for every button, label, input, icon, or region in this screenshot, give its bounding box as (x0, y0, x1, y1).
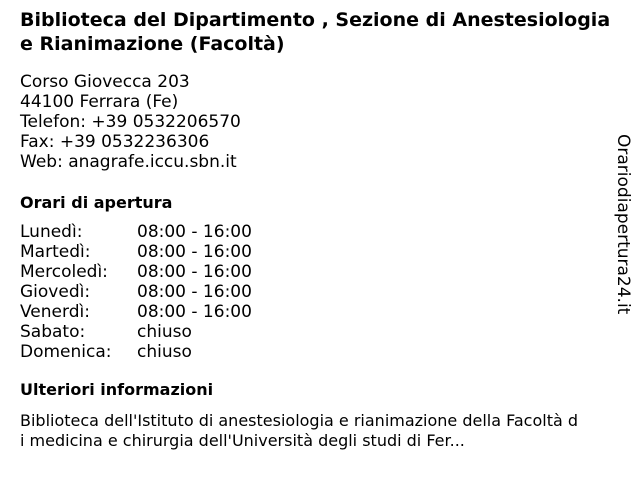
day-label: Martedì: (20, 242, 91, 262)
day-label: Giovedì: (20, 282, 91, 302)
hours-row-wednesday (20, 262, 618, 282)
day-label: Lunedì: (20, 222, 83, 242)
site-watermark: Orariodiapertura24.it (613, 134, 633, 315)
day-label: Domenica: (20, 342, 112, 362)
opening-hours-heading: Orari di apertura (20, 193, 173, 212)
hours-row-thursday (20, 282, 618, 302)
day-hours: 08:00 - 16:00 (137, 242, 252, 262)
day-label: Mercoledì: (20, 262, 108, 282)
hours-row-sunday (20, 342, 618, 362)
city-address: 44100 Ferrara (Fe) (20, 92, 179, 112)
library-detail (20, 8, 618, 451)
street-address: Corso Giovecca 203 (20, 72, 190, 92)
day-label: Venerdì: (20, 302, 90, 322)
address-block (20, 72, 618, 172)
hours-row-monday (20, 222, 618, 242)
hours-row-saturday (20, 322, 618, 342)
more-info-heading: Ulteriori informazioni (20, 380, 214, 399)
day-hours: 08:00 - 16:00 (137, 262, 252, 282)
day-hours: 08:00 - 16:00 (137, 302, 252, 322)
more-info-text: Biblioteca dell'Istituto di anestesiologia e rianimazione della Facoltà di medicina e chirurgia dell'Università degli studi di Fer... (20, 411, 579, 450)
hours-row-tuesday (20, 242, 618, 262)
day-hours: 08:00 - 16:00 (137, 222, 252, 242)
hours-row-friday (20, 302, 618, 322)
library-title: Biblioteca del Dipartimento , Sezione di Anestesiologia e Rianimazione (Facoltà) (20, 9, 611, 55)
opening-hours-table (20, 222, 618, 362)
day-hours: chiuso (137, 342, 192, 362)
phone-number: Telefon: +39 0532206570 (20, 112, 241, 132)
day-hours: chiuso (137, 322, 192, 342)
fax-number: Fax: +39 0532236306 (20, 132, 210, 152)
website-link[interactable]: Web: anagrafe.iccu.sbn.it (20, 152, 237, 172)
day-hours: 08:00 - 16:00 (137, 282, 252, 302)
day-label: Sabato: (20, 322, 86, 342)
